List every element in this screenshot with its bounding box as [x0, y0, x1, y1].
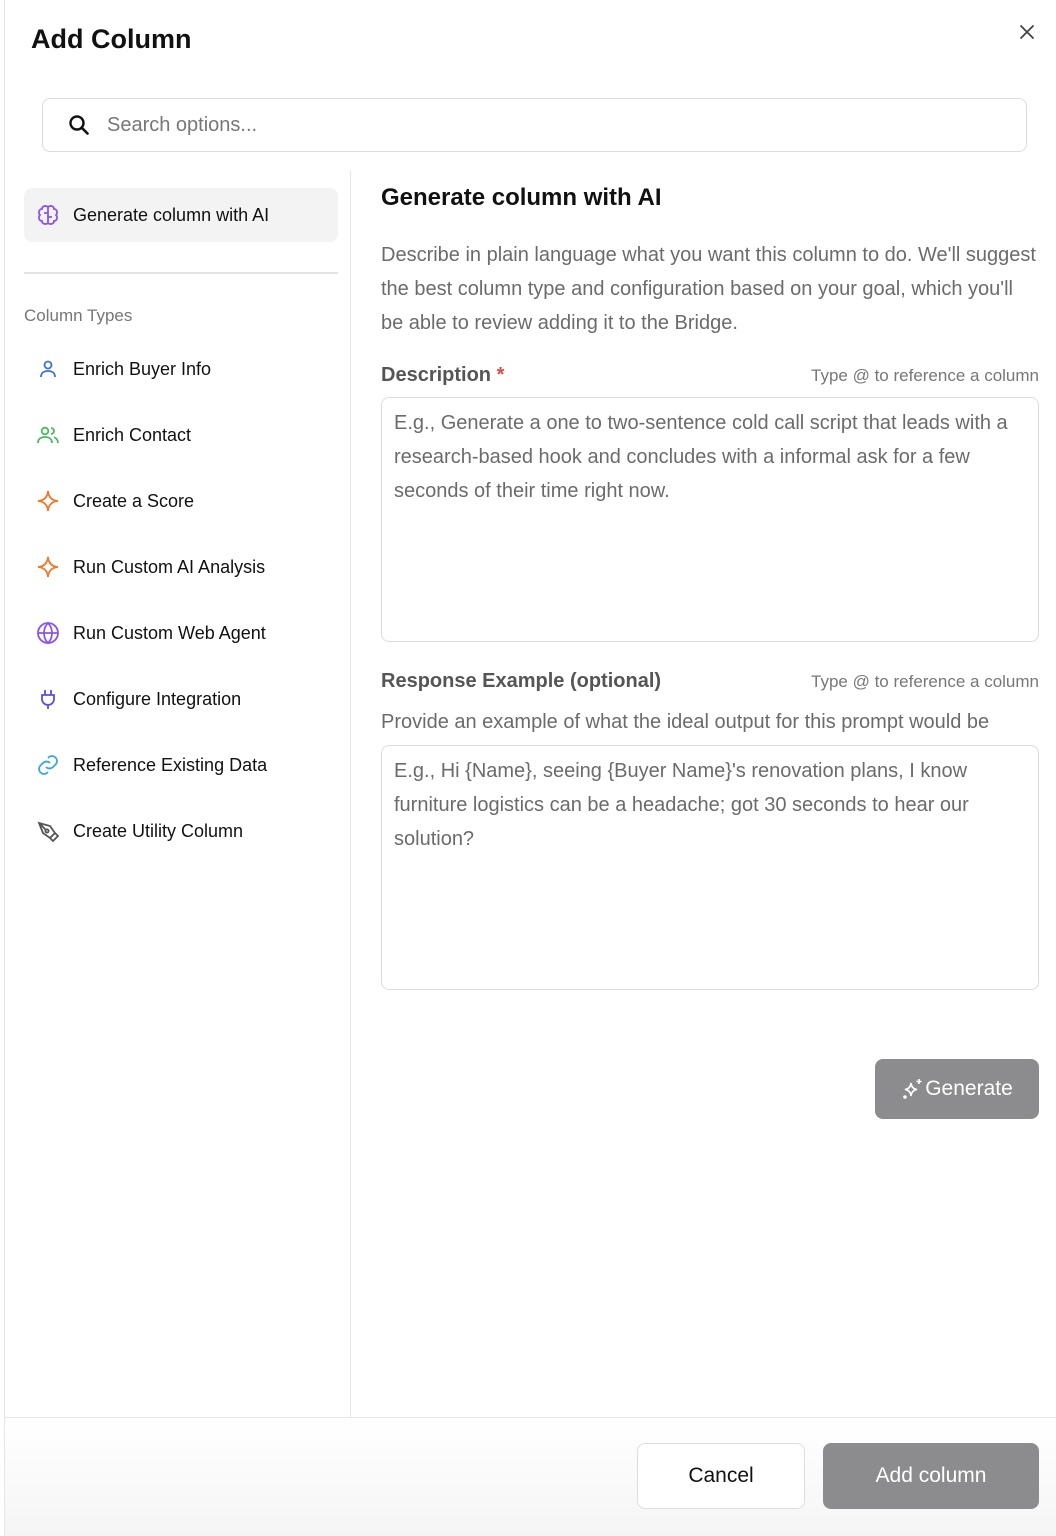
search-box	[42, 98, 1027, 152]
description-hint: Type @ to reference a column	[811, 366, 1039, 385]
sidebar-divider	[24, 272, 338, 274]
sidebar-item-label: Run Custom AI Analysis	[73, 556, 266, 577]
description-input[interactable]	[381, 397, 1039, 642]
sidebar-item-label: Enrich Buyer Info	[73, 358, 212, 379]
generate-button[interactable]	[875, 1059, 1039, 1119]
response-example-input[interactable]	[381, 745, 1039, 990]
search-input[interactable]	[107, 114, 907, 137]
sidebar-item-label: Generate column with AI	[73, 204, 270, 225]
user-icon	[36, 357, 60, 381]
generate-label: Generate	[925, 1077, 1013, 1100]
response-example-hint: Type @ to reference a column	[811, 672, 1039, 691]
response-example-label: Response Example (optional)	[381, 670, 662, 692]
sidebar-item-run-custom-ai-analysis[interactable]	[24, 534, 338, 600]
sidebar-item-label: Run Custom Web Agent	[73, 622, 266, 643]
globe-icon	[36, 621, 60, 645]
sidebar-item-create-score[interactable]	[24, 468, 338, 534]
brain-icon	[36, 203, 60, 227]
sidebar-item-create-utility-column[interactable]	[24, 798, 338, 864]
description-label	[381, 364, 504, 387]
section-label: Column Types	[24, 306, 133, 325]
sidebar-item-run-custom-web-agent[interactable]	[24, 600, 338, 666]
sidebar-item-label: Create a Score	[73, 490, 195, 511]
sparkles-icon	[901, 1077, 925, 1101]
add-column-dialog	[4, 0, 1056, 1536]
pen-tool-icon	[36, 819, 60, 843]
sidebar-item-reference-existing-data[interactable]	[24, 732, 338, 798]
sidebar-item-label: Configure Integration	[73, 688, 242, 709]
sidebar-item-configure-integration[interactable]	[24, 666, 338, 732]
sidebar-item-enrich-contact[interactable]	[24, 402, 338, 468]
sidebar-item-label: Reference Existing Data	[73, 754, 268, 775]
sidebar-item-label: Enrich Contact	[73, 424, 192, 445]
sparkle-icon	[36, 555, 60, 579]
dialog-footer	[5, 1417, 1056, 1536]
dialog-title: Add Column	[31, 24, 192, 54]
main-panel	[381, 184, 1039, 990]
sparkle-icon	[36, 489, 60, 513]
plug-icon	[36, 687, 60, 711]
response-example-help: Provide an example of what the ideal output for this prompt would be	[381, 711, 990, 733]
cancel-button[interactable]: Cancel	[637, 1443, 805, 1509]
users-icon	[36, 423, 60, 447]
close-icon[interactable]	[1015, 20, 1039, 44]
sidebar-item-enrich-buyer-info[interactable]	[24, 336, 338, 402]
add-column-button[interactable]: Add column	[823, 1443, 1039, 1509]
sidebar	[24, 188, 338, 864]
link-icon	[36, 753, 60, 777]
panel-heading: Generate column with AI	[381, 184, 662, 211]
panel-divider	[350, 170, 351, 1417]
panel-intro: Describe in plain language what you want this column to do. We'll suggest the best column type and configuration based on your goal, which you'll be able to review adding it to the Bridge.	[381, 244, 1036, 334]
sidebar-item-generate-with-ai[interactable]	[24, 188, 338, 242]
sidebar-item-label: Create Utility Column	[73, 820, 244, 841]
required-mark: *	[496, 364, 505, 386]
search-icon	[67, 113, 91, 137]
description-label-text: Description	[381, 364, 492, 386]
